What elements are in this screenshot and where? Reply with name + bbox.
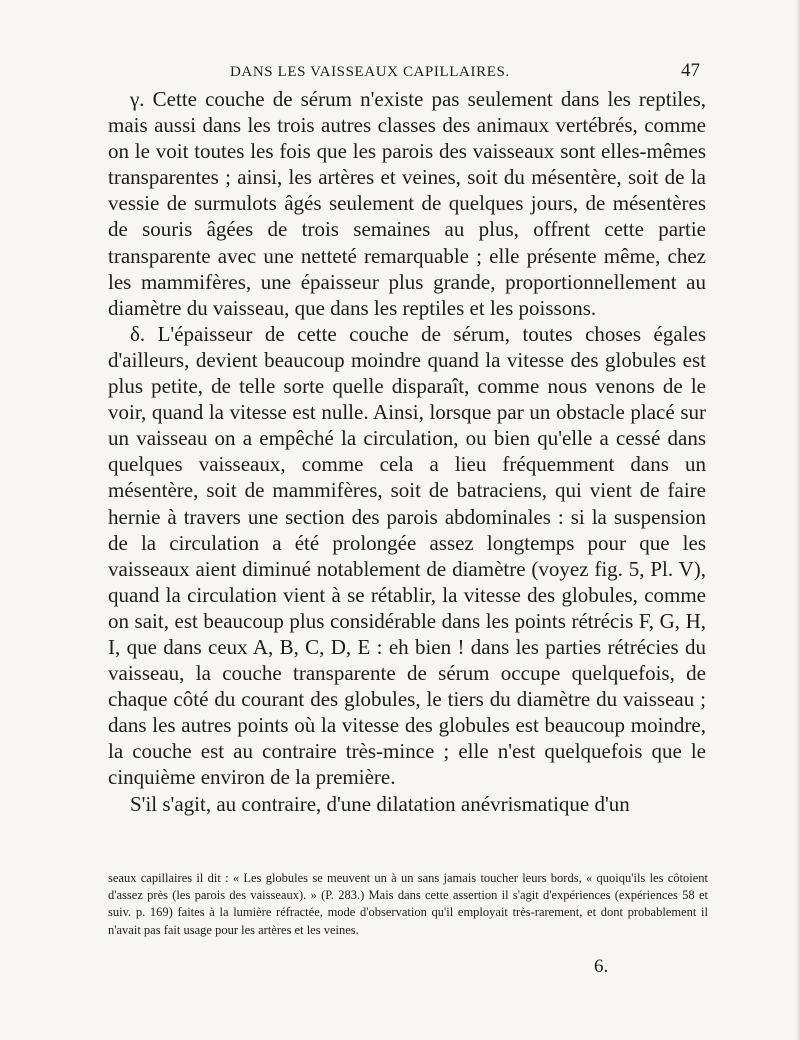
- paragraph-delta: δ. L'épaisseur de cette couche de sérum, toutes choses égales d'ailleurs, devient beaucoup moindre quand la vitesse des globules est plus petite, de telle sorte quelle disparaît, comme nous venons de le voir, quand la vitesse est nulle. Ainsi, lorsque par un obstacle placé sur un vaisseau on a empêché la circulation, ou bien qu'elle a cessé dans quelques vaisseaux, comme cela a lieu fréquemment dans un mésentère, soit de mammifères, soit de batraciens, qui vient de faire hernie à travers une section des parois abdominales : si la suspension de la circulation a été prolongée assez longtemps pour que les vaisseaux aient diminué notablement de diamètre (voyez fig. 5, Pl. V), quand la circulation vient à se rétablir, la vitesse des globules, comme on sait, est beaucoup plus considérable dans les points rétrécis F, G, H, I, que dans ceux A, B, C, D, E : eh bien ! dans les parties rétrécies du vaisseau, la couche transparente de sérum occupe quelquefois, de chaque côté du courant des globules, le tiers du diamètre du vaisseau ; dans les autres points où la vitesse des globules est beaucoup moindre, la couche est au contraire très-mince ; elle n'est quelquefois que le cinquième environ de la première.: [108, 321, 706, 790]
- page-number: 47: [681, 60, 700, 81]
- paragraph-aneurysm: S'il s'agit, au contraire, d'une dilatation anévrismatique d'un: [130, 791, 630, 816]
- running-title: DANS LES VAISSEAUX CAPILLAIRES.: [230, 64, 510, 80]
- page-edge-shadow: [796, 0, 800, 1040]
- page-header: [108, 58, 700, 86]
- paragraph-gamma: γ. Cette couche de sérum n'existe pas seulement dans les reptiles, mais aussi dans les trois autres classes des animaux vertébrés, comme on le voit toutes les fois que les parois des vaisseaux sont elles-mêmes transparentes ; ainsi, les artères et veines, soit du mésentère, soit de la vessie de surmulots âgés seulement de quelques jours, de mésentères de souris âgées de trois semaines au plus, offrent cette partie transparente avec une netteté remarquable ; elle présente même, chez les mammifères, une épaisseur plus grande, proportionnellement au diamètre du vaisseau, que dans les reptiles et les poissons.: [108, 87, 706, 320]
- signature-mark: 6.: [594, 956, 609, 977]
- body-text: [108, 86, 706, 817]
- footnote-text: seaux capillaires il dit : « Les globules se meuvent un à un sans jamais toucher leurs bords, « quoiqu'ils les côtoient d'assez près (les parois des vaisseaux). » (P. 283.) Mais dans cette assertion il s'agit d'expériences (expériences 58 et suiv. p. 169) faites à la lumière réfractée, mode d'observation qu'il employait très-rarement, et dont probablement il n'avait pas fait usage pour les artères et les veines.: [108, 871, 708, 937]
- footnote-block: [108, 870, 708, 939]
